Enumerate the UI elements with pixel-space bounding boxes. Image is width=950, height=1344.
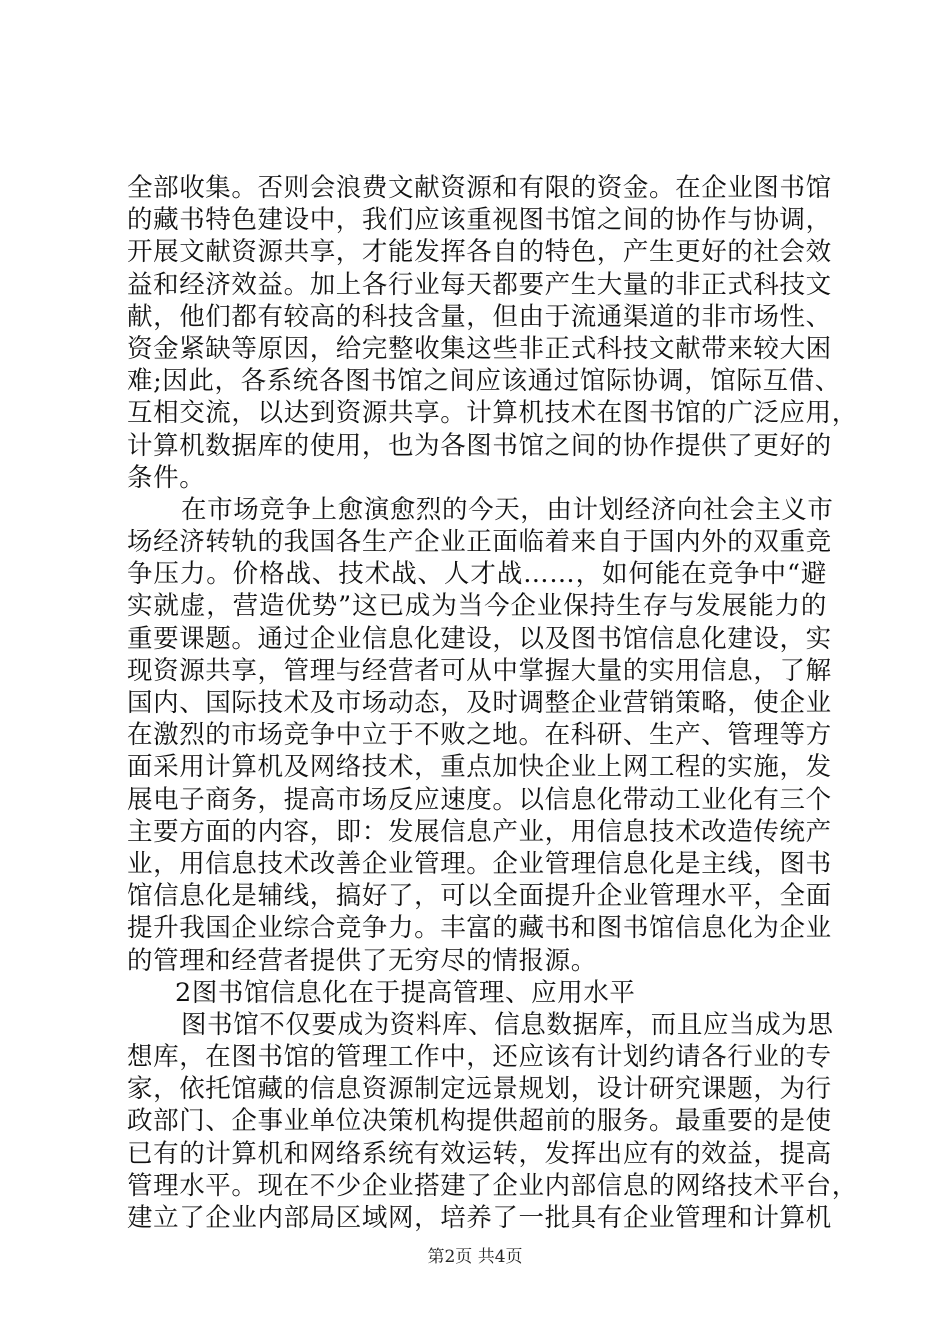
text-line: 建立了企业内部局区域网，培养了一批具有企业管理和计算机 bbox=[127, 1203, 832, 1233]
text-line: 的藏书特色建设中，我们应该重视图书馆之间的协作与协调， bbox=[127, 205, 832, 236]
text-line: 开展文献资源共享，才能发挥各自的特色，产生更好的社会效 bbox=[127, 237, 832, 268]
page-number-footer: 第2页 共4页 bbox=[427, 1247, 523, 1267]
text-line: 的管理和经营者提供了无穷尽的情报源。 bbox=[127, 945, 597, 976]
section-heading: 2图书馆信息化在于提高管理、应用水平 bbox=[175, 977, 636, 1008]
text-line: 展电子商务，提高市场反应速度。以信息化带动工业化有三个 bbox=[127, 784, 832, 815]
text-line: 国内、国际技术及市场动态，及时调整企业营销策略，使企业 bbox=[127, 688, 832, 718]
text-line: 提升我国企业综合竞争力。丰富的藏书和图书馆信息化为企业 bbox=[127, 913, 832, 944]
paragraph-start-line: 图书馆不仅要成为资料库、信息数据库，而且应当成为思 bbox=[181, 1009, 834, 1040]
text-line: 计算机数据库的使用，也为各图书馆之间的协作提供了更好的 bbox=[127, 430, 832, 461]
text-line: 主要方面的内容，即：发展信息产业，用信息技术改造传统产 bbox=[127, 816, 832, 847]
text-line: 家，依托馆藏的信息资源制定远景规划，设计研究课题，为行 bbox=[127, 1074, 832, 1105]
text-line: 全部收集。否则会浪费文献资源和有限的资金。在企业图书馆 bbox=[127, 173, 832, 203]
text-line: 在激烈的市场竞争中立于不败之地。在科研、生产、管理等方 bbox=[127, 720, 832, 751]
text-line: 实就虚，营造优势”这已成为当今企业保持生存与发展能力的 bbox=[127, 591, 827, 622]
text-line: 献，他们都有较高的科技含量，但由于流通渠道的非市场性、 bbox=[127, 301, 832, 332]
paragraph-start-line: 在市场竞争上愈演愈烈的今天，由计划经济向社会主义市 bbox=[181, 494, 834, 525]
text-line: 重要课题。通过企业信息化建设，以及图书馆信息化建设，实 bbox=[127, 623, 832, 654]
text-line: 管理水平。现在不少企业搭建了企业内部信息的网络技术平台， bbox=[127, 1170, 858, 1201]
text-line: 互相交流，以达到资源共享。计算机技术在图书馆的广泛应用， bbox=[127, 398, 858, 429]
text-line: 想库，在图书馆的管理工作中，还应该有计划约请各行业的专 bbox=[127, 1042, 832, 1073]
text-line: 难;因此，各系统各图书馆之间应该通过馆际协调，馆际互借、 bbox=[127, 366, 841, 397]
text-line: 已有的计算机和网络系统有效运转，发挥出应有的效益，提高 bbox=[127, 1138, 832, 1169]
document-body bbox=[127, 172, 858, 1234]
text-line: 面采用计算机及网络技术，重点加快企业上网工程的实施，发 bbox=[127, 752, 832, 783]
text-line: 益和经济效益。加上各行业每天都要产生大量的非正式科技文 bbox=[127, 269, 832, 300]
text-line: 馆信息化是辅线，搞好了，可以全面提升企业管理水平，全面 bbox=[127, 881, 832, 912]
text-line: 现资源共享，管理与经营者可从中掌握大量的实用信息，了解 bbox=[127, 655, 832, 686]
text-line: 场经济转轨的我国各生产企业正面临着来自于国内外的双重竞 bbox=[127, 527, 832, 558]
text-line: 资金紧缺等原因，给完整收集这些非正式科技文献带来较大困 bbox=[127, 333, 832, 364]
text-line: 争压力。价格战、技术战、人才战……，如何能在竞争中“避 bbox=[127, 559, 827, 590]
text-line: 条件。 bbox=[127, 462, 206, 493]
text-line: 业，用信息技术改善企业管理。企业管理信息化是主线，图书 bbox=[127, 848, 832, 879]
text-line: 政部门、企事业单位决策机构提供超前的服务。最重要的是使 bbox=[127, 1106, 832, 1137]
